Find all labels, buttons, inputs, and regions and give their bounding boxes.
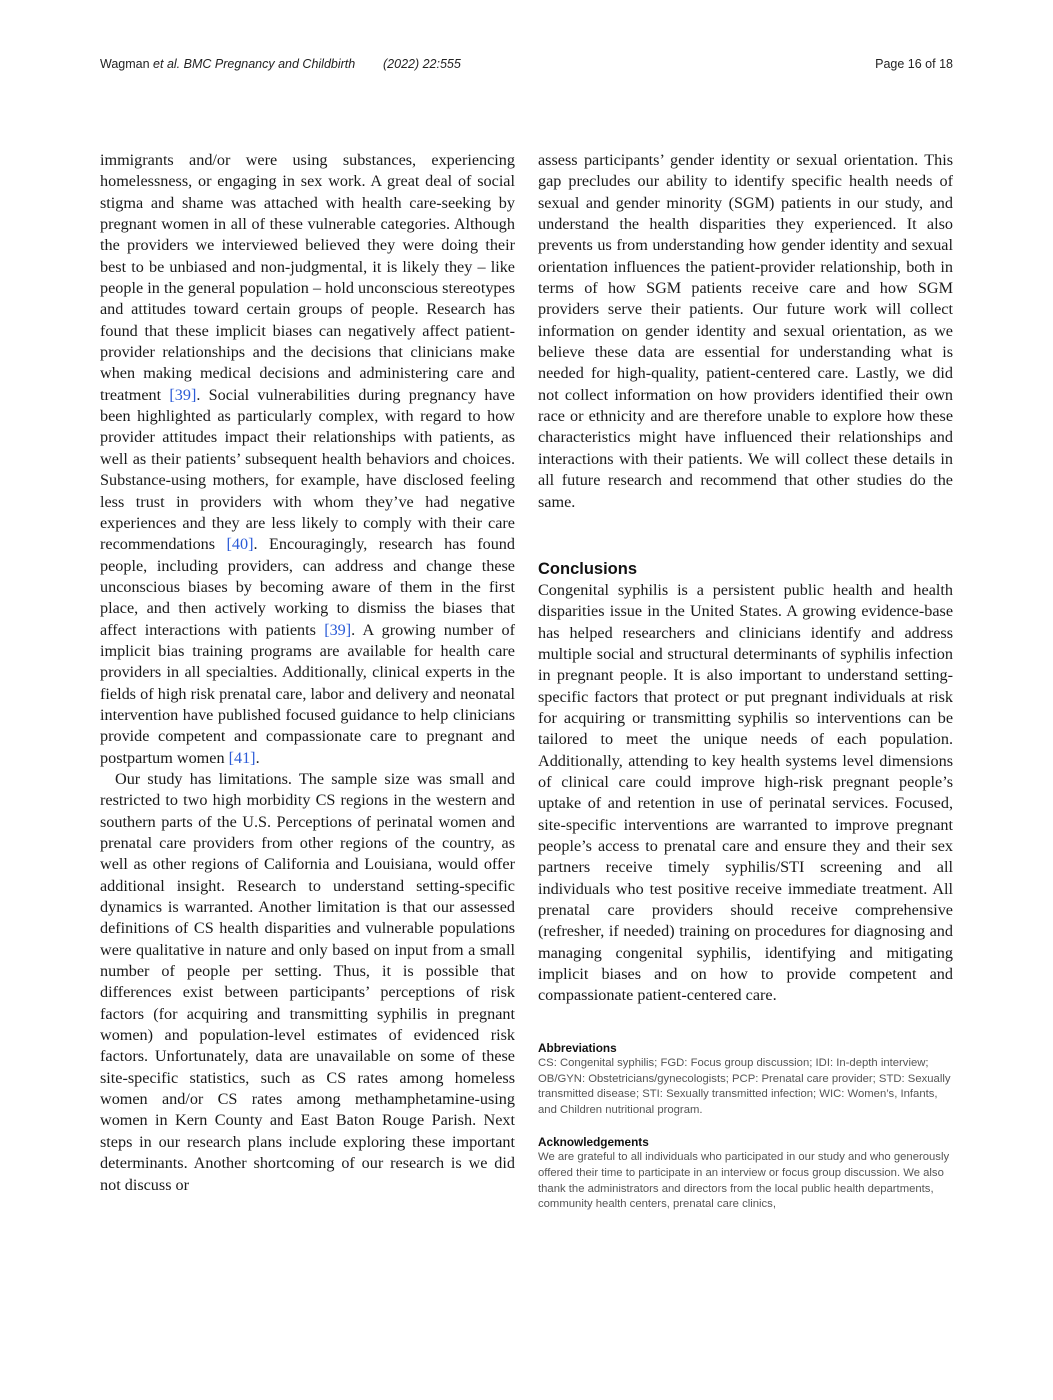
implicit-bias-paragraph bbox=[100, 150, 515, 769]
abbreviations-text: CS: Congenital syphilis; FGD: Focus group discussion; IDI: In-depth interview; OB/GYN: Obstetricians/gynecologists; PCP: Prenatal care provider; STD: Sexually transmitted disease; STI: Sexually transmitted infection; WIC: Women’s, Infants, and Children nutritional program. bbox=[538, 1056, 951, 1117]
acknowledgements-section bbox=[538, 1135, 953, 1213]
left-column bbox=[100, 150, 515, 1196]
running-head-journal: et al. BMC Pregnancy and Childbirth bbox=[153, 57, 356, 71]
paragraph-text: . Social vulnerabilities during pregnancy have been highlighted as particularly complex, with regard to how provider attitudes impact their relationships with patients, as well as their patients’ subsequent health behaviors and choices. Substance-using mothers, for example, have disclosed feeling less trust in providers with whom they’ve had negative experiences and they are less likely to comply with their care recommendations bbox=[100, 385, 515, 554]
limitations-paragraph: Our study has limitations. The sample size was small and restricted to two high morbidity CS regions in the western and southern parts of the U.S. Perceptions of perinatal women and prenatal care providers from other regions of the country, as well as other regions of California and Louisiana, would offer additional insight. Research to understand setting-specific dynamics is warranted. Another limitation is that our assessed definitions of CS health disparities and vulnerable populations were qualitative in nature and only based on input from a small number of people per setting. Thus, it is possible that differences exist between participants’ perceptions of risk factors (for acquiring and transmitting syphilis in pregnant women) and population-level estimates of evidenced risk factors. Unfortunately, data are unavailable on some of these site-specific statistics, such as CS rates among homeless women and/or CS rates among methamphetamine-using women in Kern County and East Baton Rouge Parish. Next steps in our research plans include exploring these important determinants. Another shortcoming of our research is we did not discuss or bbox=[100, 769, 515, 1194]
abbreviations-heading: Abbreviations bbox=[538, 1040, 617, 1055]
citation-link-41[interactable]: [41] bbox=[228, 748, 256, 767]
paragraph-text: . bbox=[255, 748, 260, 767]
paragraph-text: . A growing number of implicit bias training programs are available for health care providers in all specialties. Additionally, clinical experts in the fields of high risk prenatal care, labor and delivery and neonatal intervention have published focused guidance to help clinicians provide competent and compassionate care to pregnant and postpartum women bbox=[100, 620, 515, 767]
acknowledgements-heading: Acknowledgements bbox=[538, 1134, 649, 1149]
limitations-continued-paragraph: assess participants’ gender identity or sexual orientation. This gap precludes our ability to identify specific health needs of sexual and gender minority (SGM) patients in our study, and understand the health disparities they experienced. It also prevents us from understanding how gender identity and sexual orientation influences the patient-provider relationship, both in terms of how SGM patients receive care and how SGM providers serve their patients. Our future work will collect information on gender identity and sexual orientation, as we believe these data are essential for understanding what is needed for high-quality, patient-centered care. Lastly, we did not collect information on how providers identified their own race or ethnicity and are therefore unable to explore how these characteristics might have influenced their relationships and interactions with their patients. We will collect these details in all future research and recommend that other studies do the same. bbox=[538, 151, 953, 511]
running-head bbox=[100, 57, 953, 75]
running-head-year-volume: (2022) 22:555 bbox=[383, 57, 461, 71]
running-head-citation bbox=[100, 57, 461, 71]
citation-link-39[interactable]: [39] bbox=[169, 385, 197, 404]
paragraph-text: immigrants and/or were using substances, experiencing homelessness, or engaging in sex work. A great deal of social stigma and shame was attached with health care-seeking by pregnant women in all of these vulnerable categories. Although the providers we interviewed believed they were doing their best to be unbiased and non-judgmental, it is likely they – like people in the general population – hold unconscious stereotypes and attitudes toward certain groups of people. Research has found that these implicit biases can negatively affect patient-provider relationships and the decisions that clinicians make when making medical decisions and administering care and treatment bbox=[100, 151, 515, 404]
acknowledgements-text: We are grateful to all individuals who participated in our study and who generously offered their time to participate in an interview or focus group discussion. We also thank the administrators and directors from the local public health departments, community health centers, prenatal care clinics, bbox=[538, 1150, 950, 1211]
right-column bbox=[538, 150, 953, 1213]
citation-link-39[interactable]: [39] bbox=[324, 620, 352, 639]
citation-link-40[interactable]: [40] bbox=[226, 535, 254, 554]
paragraph-text: . Encouragingly, research has found people, including providers, can address and change these unconscious biases by becoming aware of them in the first place, and then actively working to dismiss the biases that affect interactions with patients bbox=[100, 535, 515, 639]
page-number: Page 16 of 18 bbox=[875, 57, 953, 71]
abbreviations-section bbox=[538, 1041, 953, 1119]
conclusions-heading: Conclusions bbox=[538, 559, 638, 578]
running-head-author: Wagman bbox=[100, 57, 150, 71]
conclusions-paragraph: Congenital syphilis is a persistent public health and health disparities issue in the United States. A growing evidence-base has helped researchers and clinicians identify and address multiple social and structural determinants of syphilis infection in pregnant people. It is also important to understand setting-specific factors that protect or put pregnant individuals at risk for acquiring or transmitting syphilis so interventions can be tailored to meet the unique needs of each population. Additionally, attending to key health systems level dimensions of clinical care could improve high-risk pregnant people’s uptake of and retention in use of perinatal services. Focused, site-specific interventions are warranted to improve pregnant people’s access to prenatal care and ensure they and their sex partners receive timely syphilis/STI screening and all individuals who test positive receive immediate treatment. All prenatal care providers should receive comprehensive (refresher, if needed) training on procedures for diagnosing and managing congenital syphilis, identifying and mitigating implicit biases and on how to provide competent and compassionate patient-centered care. bbox=[538, 580, 953, 1005]
